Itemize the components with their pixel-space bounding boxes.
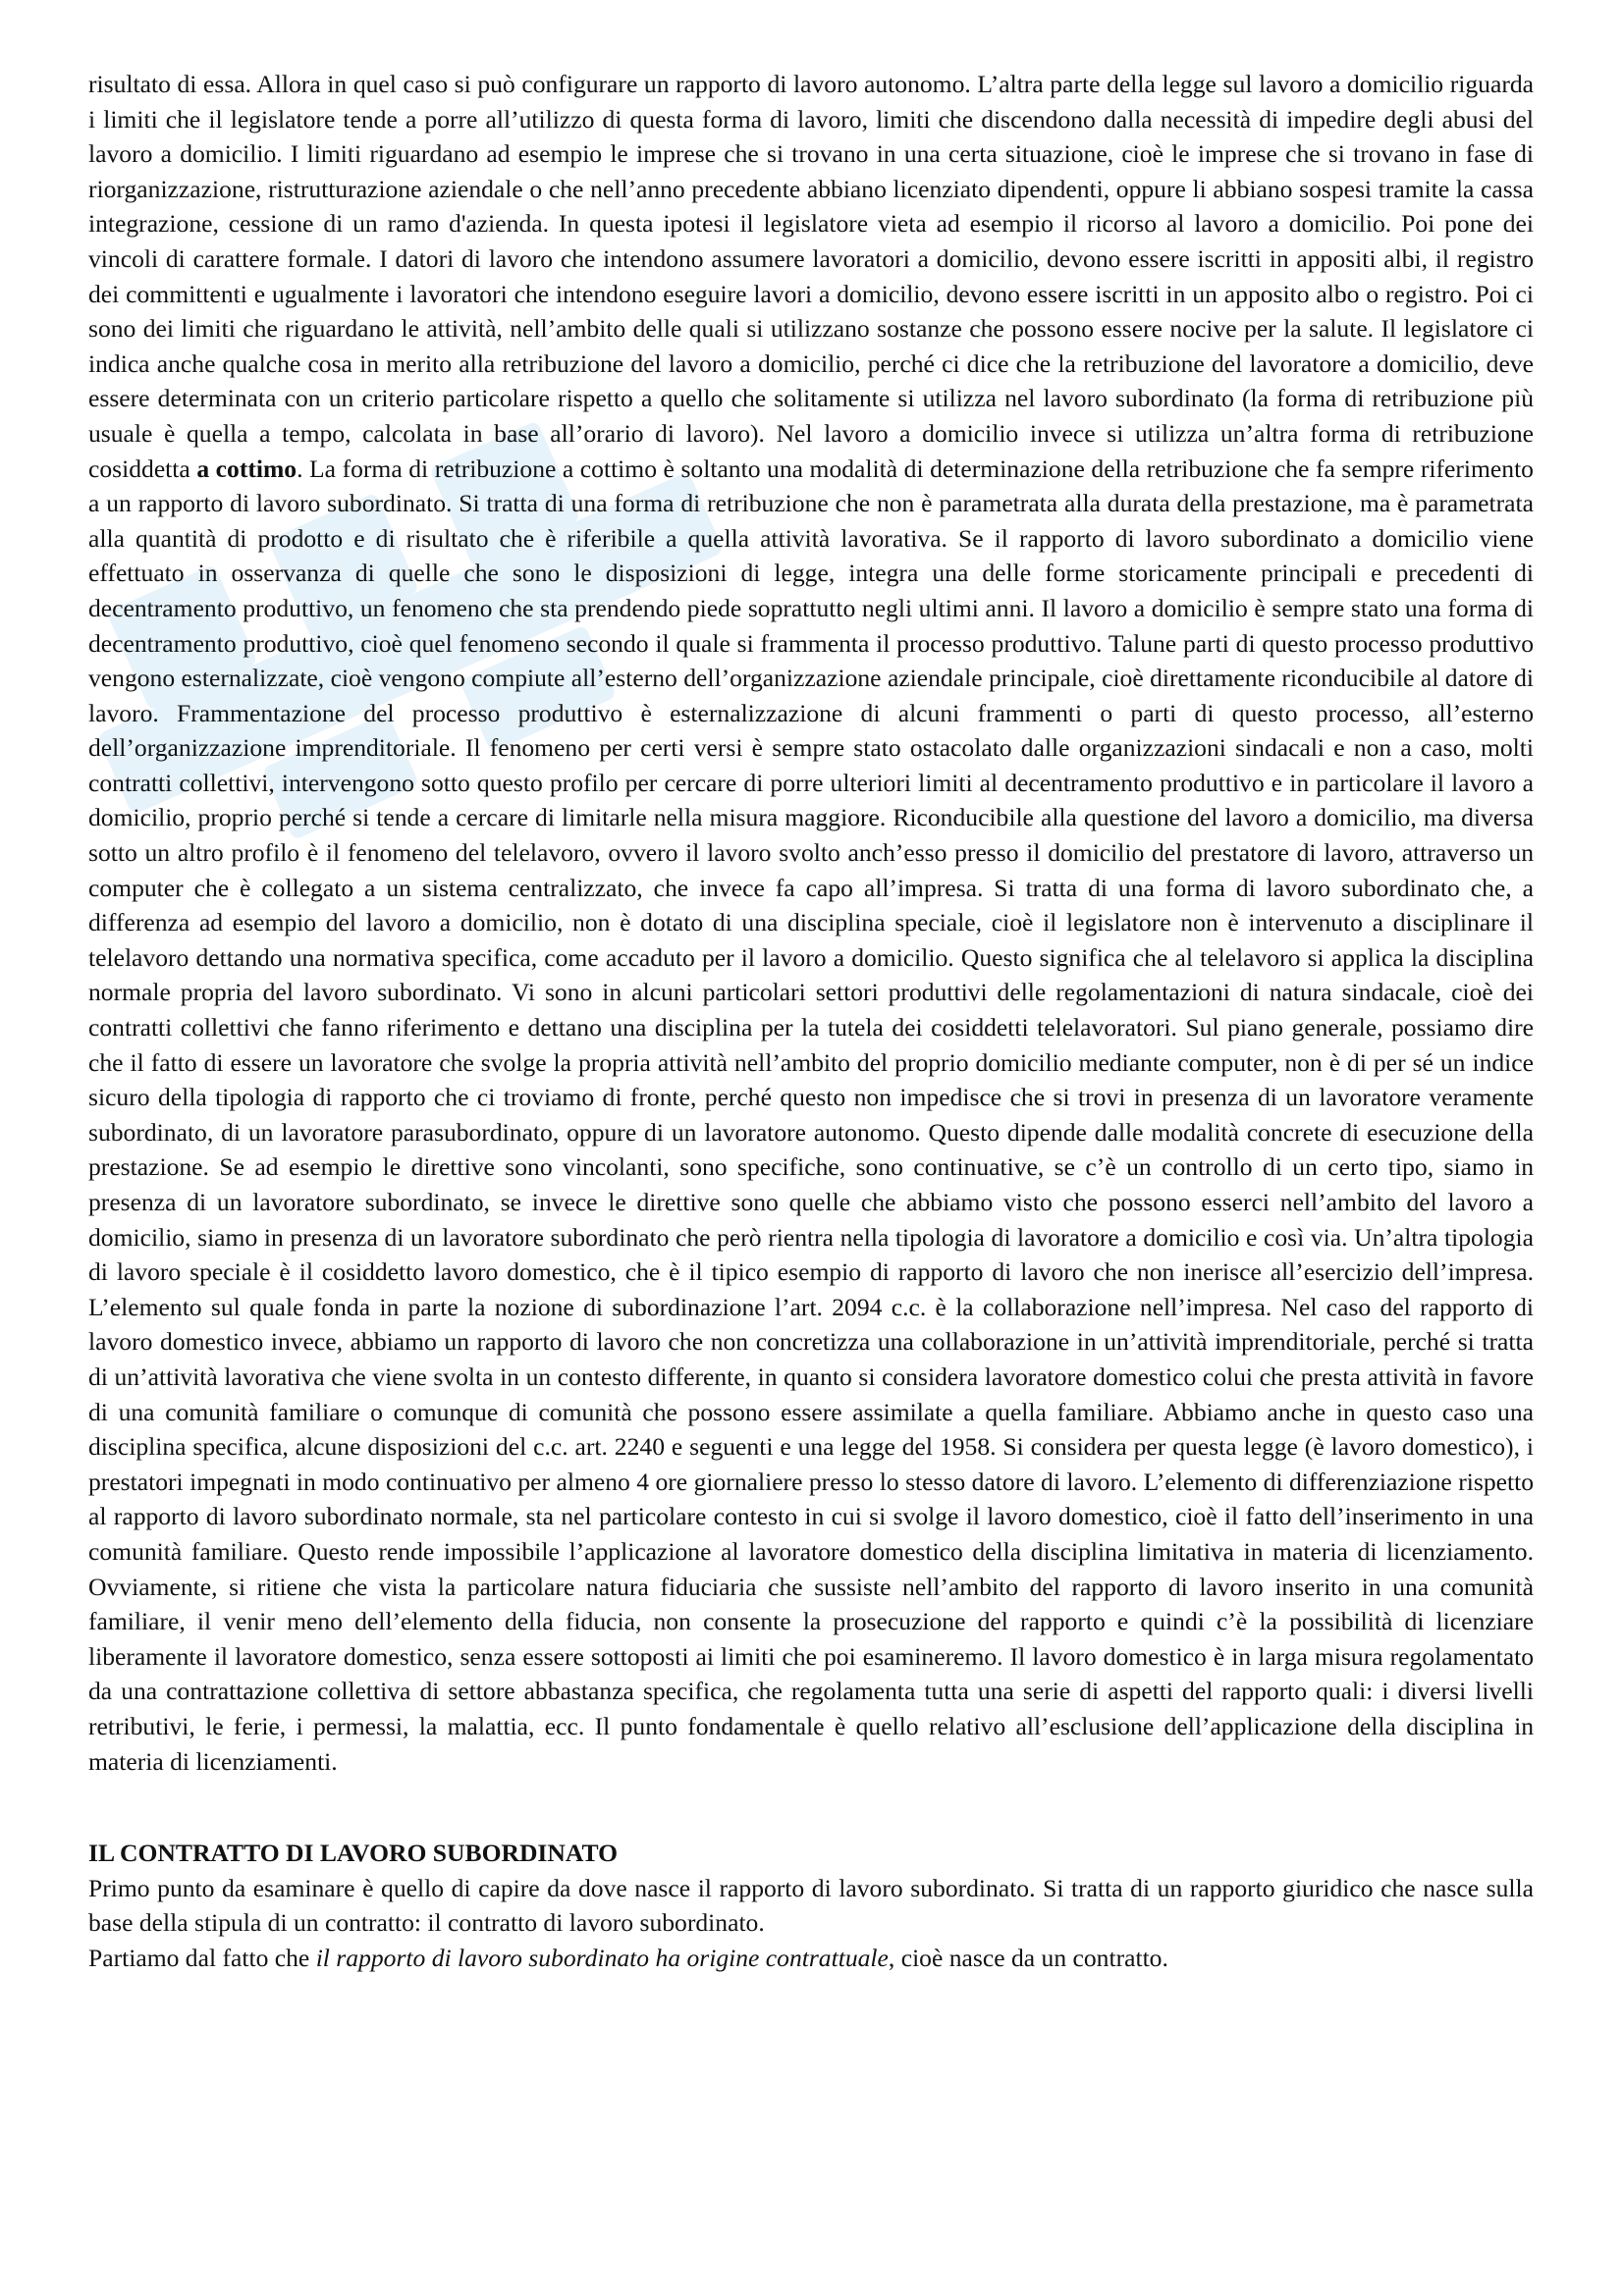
section-text-part-1: Partiamo dal fatto che	[88, 1943, 316, 1972]
section-paragraph-2	[88, 1941, 1534, 1976]
body-text-part-1: risultato di essa. Allora in quel caso si può configurare un rapporto di lavoro autonomo. L’altra parte della legge sul lavoro a domicilio riguarda i limiti che il legislatore tende a porre all’utilizzo di questa forma di lavoro, limiti che discendono dalla necessità di impedire degli abusi del lavoro a domicilio. I limiti riguardano ad esempio le imprese che si trovano in una certa situazione, cioè le imprese che si trovano in fase di riorganizzazione, ristrutturazione aziendale o che nell’anno precedente abbiano licenziato dipendenti, oppure li abbiano sospesi tramite la cassa integrazione, cessione di un ramo d'azienda. In questa ipotesi il legislatore vieta ad esempio il ricorso al lavoro a domicilio. Poi pone dei vincoli di carattere formale. I datori di lavoro che intendono assumere lavoratori a domicilio, devono essere iscritti in appositi albi, il registro dei committenti e ugualmente i lavoratori che intendono eseguire lavori a domicilio, devono essere iscritti in un apposito albo o registro. Poi ci sono dei limiti che riguardano le attività, nell’ambito delle quali si utilizzano sostanze che possono essere nocive per la salute. Il legislatore ci indica anche qualche cosa in merito alla retribuzione del lavoro a domicilio, perché ci dice che la retribuzione del lavoratore a domicilio, deve essere determinata con un criterio particolare rispetto a quello che solitamente si utilizza nel lavoro subordinato (la forma di retribuzione più usuale è quella a tempo, calcolata in base all’orario di lavoro). Nel lavoro a domicilio invece si utilizza un’altra forma di retribuzione cosiddetta	[88, 70, 1534, 483]
section-paragraph-1: Primo punto da esaminare è quello di capire da dove nasce il rapporto di lavoro subordinato. Si tratta di un rapporto giuridico che nasce sulla base della stipula di un contratto: il contratto di lavoro subordinato.	[88, 1873, 1534, 1938]
body-paragraph	[88, 67, 1534, 1779]
section-text-part-2: , cioè nasce da un contratto.	[888, 1943, 1168, 1972]
document-page	[88, 67, 1534, 1975]
bold-term-a-cottimo: a cottimo	[196, 454, 298, 483]
section-heading: IL CONTRATTO DI LAVORO SUBORDINATO	[88, 1839, 618, 1868]
section-spacer	[88, 1779, 1534, 1836]
italic-phrase: il rapporto di lavoro subordinato ha origine contrattuale	[315, 1943, 889, 1972]
body-text-part-2: . La forma di retribuzione a cottimo è soltanto una modalità di determinazione della retribuzione che fa sempre riferimento a un rapporto di lavoro subordinato. Si tratta di una forma di retribuzione che non è parametrata alla durata della prestazione, ma è parametrata alla quantità di prodotto e di risultato che è riferibile a quella attività lavorativa. Se il rapporto di lavoro subordinato a domicilio viene effettuato in osservanza di quelle che sono le disposizioni di legge, integra una delle forme storicamente principali e precedenti di decentramento produttivo, un fenomeno che sta prendendo piede soprattutto negli ultimi anni. Il lavoro a domicilio è sempre stato una forma di decentramento produttivo, cioè quel fenomeno secondo il quale si frammenta il processo produttivo. Talune parti di questo processo produttivo vengono esternalizzate, cioè vengono compiute all’esterno dell’organizzazione aziendale principale, cioè direttamente riconducibile al datore di lavoro. Frammentazione del processo produttivo è esternalizzazione di alcuni frammenti o parti di questo processo, all’esterno dell’organizzazione imprenditoriale. Il fenomeno per certi versi è sempre stato ostacolato dalle organizzazioni sindacali e non a caso, molti contratti collettivi, intervengono sotto questo profilo per cercare di porre ulteriori limiti al decentramento produttivo e in particolare il lavoro a domicilio, proprio perché si tende a cercare di limitarle nella misura maggiore. Riconducibile alla questione del lavoro a domicilio, ma diversa sotto un altro profilo è il fenomeno del telelavoro, ovvero il lavoro svolto anch’esso presso il domicilio del prestatore di lavoro, attraverso un computer che è collegato a un sistema centralizzato, che invece fa capo all’impresa. Si tratta di una forma di lavoro subordinato che, a differenza ad esempio del lavoro a domicilio, non è dotato di una disciplina speciale, cioè il legislatore non è intervenuto a disciplinare il telelavoro dettando una normativa specifica, come accaduto per il lavoro a domicilio. Questo significa che al telelavoro si applica la disciplina normale propria del lavoro subordinato. Vi sono in alcuni particolari settori produttivi delle regolamentazioni di natura sindacale, cioè dei contratti collettivi che fanno riferimento e dettano una disciplina per la tutela dei cosiddetti telelavoratori. Sul piano generale, possiamo dire che il fatto di essere un lavoratore che svolge la propria attività nell’ambito del proprio domicilio mediante computer, non è di per sé un indice sicuro della tipologia di rapporto che ci troviamo di fronte, perché questo non impedisce che si trovi in presenza di un lavoratore veramente subordinato, di un lavoratore parasubordinato, oppure di un lavoratore autonomo. Questo dipende dalle modalità concrete di esecuzione della prestazione. Se ad esempio le direttive sono vincolanti, sono specifiche, sono continuative, se c’è un controllo di un certo tipo, siamo in presenza di un lavoratore subordinato, se invece le direttive sono quelle che abbiamo visto che possono esserci nell’ambito del lavoro a domicilio, siamo in presenza di un lavoratore subordinato che però rientra nella tipologia di lavoratore a domicilio e così via. Un’altra tipologia di lavoro speciale è il cosiddetto lavoro domestico, che è il tipico esempio di rapporto di lavoro che non inerisce all’esercizio dell’impresa. L’elemento sul quale fonda in parte la nozione di subordinazione l’art. 2094 c.c. è la collaborazione nell’impresa. Nel caso del rapporto di lavoro domestico invece, abbiamo un rapporto di lavoro che non concretizza una collaborazione in un’attività imprenditoriale, perché si tratta di un’attività lavorativa che viene svolta in un contesto differente, in quanto si considera lavoratore domestico colui che presta attività in favore di una comunità familiare o comunque di comunità che possono essere assimilate a quella familiare. Abbiamo anche in questo caso una disciplina specifica, alcune disposizioni del c.c. art. 2240 e seguenti e una legge del 1958. Si considera per questa legge (è lavoro domestico), i prestatori impegnati in modo continuativo per almeno 4 ore giornaliere presso lo stesso datore di lavoro. L’elemento di differenziazione rispetto al rapporto di lavoro subordinato normale, sta nel particolare contesto in cui si svolge il lavoro domestico, cioè il fatto dell’inserimento in una comunità familiare. Questo rende impossibile l’applicazione al lavoratore domestico della disciplina limitativa in materia di licenziamento. Ovviamente, si ritiene che vista la particolare natura fiduciaria che sussiste nell’ambito del rapporto di lavoro inserito in una comunità familiare, il venir meno dell’elemento della fiducia, non consente la prosecuzione del rapporto e quindi c’è la possibilità di licenziare liberamente il lavoratore domestico, senza essere sottoposti ai limiti che poi esamineremo. Il lavoro domestico è in larga misura regolamentato da una contrattazione collettiva di settore abbastanza specifica, che regolamenta tutta una serie di aspetti del rapporto quali: i diversi livelli retributivi, le ferie, i permessi, la malattia, ecc. Il punto fondamentale è quello relativo all’esclusione dell’applicazione della disciplina in materia di licenziamenti.	[88, 454, 1534, 1776]
